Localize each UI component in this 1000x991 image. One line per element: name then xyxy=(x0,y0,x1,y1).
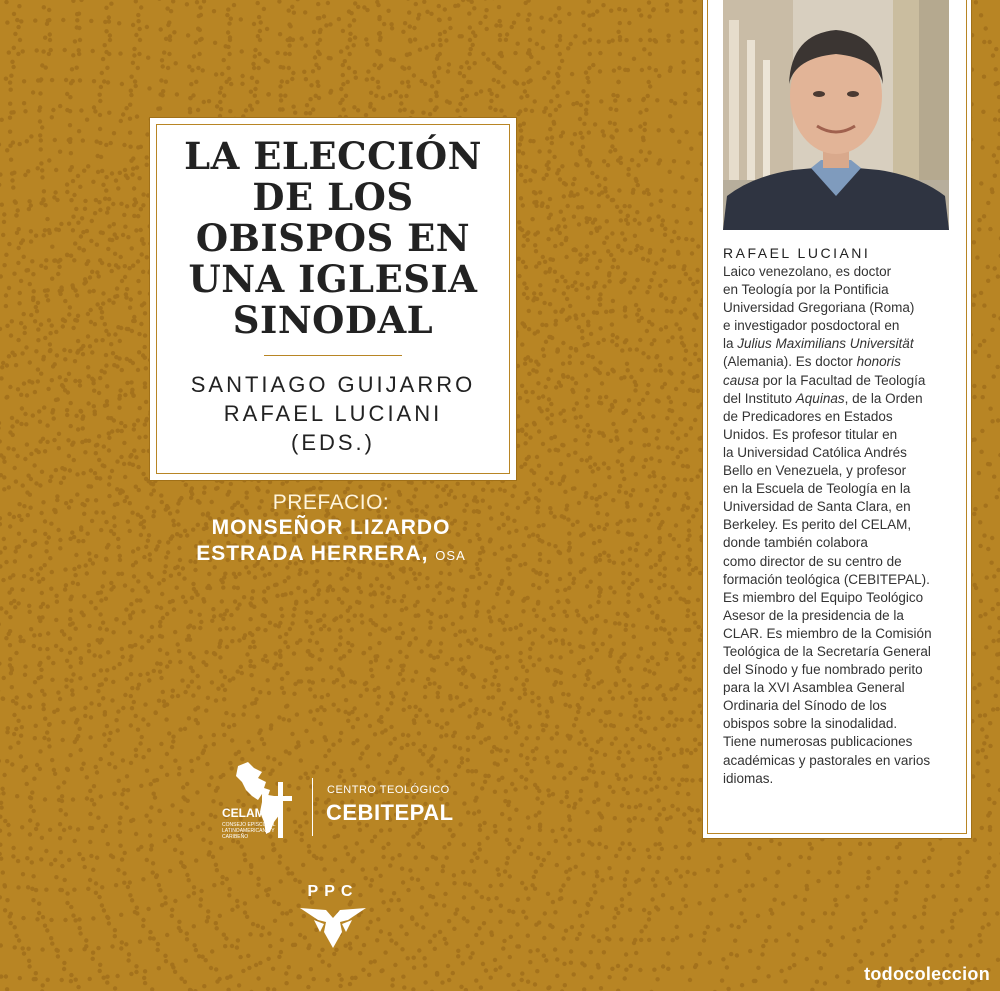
bio-line xyxy=(723,408,963,426)
bio-text: Universidad de Santa Clara, en xyxy=(723,499,911,515)
bio-text: la Universidad Católica Andrés xyxy=(723,444,907,460)
bio-line xyxy=(723,516,963,534)
bio-text: Laico venezolano, es doctor xyxy=(723,264,892,279)
bio-line xyxy=(723,299,963,317)
celam-subtitle: CONSEJO EPISCOPAL LATINOAMERICANO Y CARIBEÑO xyxy=(222,822,276,840)
bio-line xyxy=(723,571,963,589)
bio-line xyxy=(723,534,963,552)
bio-text: para la XVI Asamblea General xyxy=(723,680,905,696)
bio-text: (Alemania). Es doctor xyxy=(723,354,857,370)
preface xyxy=(150,490,512,569)
book-title-line: DE LOS xyxy=(252,175,414,219)
bio-text: de Predicadores en Estados xyxy=(723,408,893,424)
book-title-line: LA ELECCIÓN xyxy=(184,134,482,178)
bio-text: Es miembro del Equipo Teológico xyxy=(723,589,924,605)
bio-line xyxy=(723,752,963,770)
bio-line xyxy=(723,426,963,444)
bio-text: en Teología por la Pontificia xyxy=(723,282,889,298)
preface-author-name: ESTRADA HERRERA, xyxy=(196,542,429,565)
editor-line: SANTIAGO GUIJARRO xyxy=(190,372,476,397)
editor-line: (EDS.) xyxy=(291,430,375,455)
bio-line xyxy=(723,335,963,353)
bio-line xyxy=(723,697,963,715)
bio-text: Universidad Gregoriana (Roma) xyxy=(723,300,915,316)
bio-line xyxy=(723,625,963,643)
title-divider xyxy=(264,355,402,356)
bio-text: CLAR. Es miembro de la Comisión xyxy=(723,625,932,641)
bio-line xyxy=(723,715,963,733)
bio-italic-text: honoris xyxy=(856,354,901,370)
book-title-line: SINODAL xyxy=(232,298,434,342)
bio-line xyxy=(723,589,963,607)
bio-text: Tiene numerosas publicaciones xyxy=(723,734,913,750)
bio-text: formación teológica (CEBITEPAL). xyxy=(723,571,930,587)
bio-text: Ordinaria del Sínodo de los xyxy=(723,698,887,714)
bio-text: Unidos. Es profesor titular en xyxy=(723,426,898,442)
center-label: CENTRO TEOLÓGICO xyxy=(327,784,450,796)
bio-line xyxy=(723,353,963,371)
publisher-name: PPC xyxy=(307,883,359,900)
author-bio xyxy=(723,263,963,788)
editors xyxy=(152,370,514,457)
bio-text: la xyxy=(723,336,738,352)
bio-italic-text: Aquinas xyxy=(795,390,845,406)
editor-line: RAFAEL LUCIANI xyxy=(223,401,443,426)
bio-line xyxy=(723,733,963,751)
book-title xyxy=(152,136,514,341)
celam-name: CELAM xyxy=(222,806,265,820)
title-box xyxy=(150,118,516,480)
bio-italic-text: causa xyxy=(723,372,760,388)
logo-divider xyxy=(312,778,313,836)
bio-text: donde también colabora xyxy=(723,535,868,551)
bio-text: del Instituto xyxy=(723,390,796,406)
bio-text: Teológica de la Secretaría General xyxy=(723,643,931,659)
bio-line xyxy=(723,661,963,679)
bio-line xyxy=(723,480,963,498)
preface-author-line-2 xyxy=(150,541,512,569)
bio-text: e investigador posdoctoral en xyxy=(723,318,900,334)
bio-text: Bello en Venezuela, y profesor xyxy=(723,463,907,479)
bio-line xyxy=(723,770,963,788)
preface-author-suffix: OSA xyxy=(435,548,466,563)
author-portrait-photo xyxy=(723,0,949,230)
book-title-line: UNA IGLESIA xyxy=(188,257,478,301)
bio-line xyxy=(723,498,963,516)
bio-line xyxy=(723,317,963,335)
bio-line xyxy=(723,390,963,408)
bio-line xyxy=(723,643,963,661)
author-panel xyxy=(703,0,971,838)
bio-text: académicas y pastorales en varios xyxy=(723,752,931,768)
bio-text: obispos sobre la sinodalidad. xyxy=(723,716,898,732)
preface-author-line-1: MONSEÑOR LIZARDO xyxy=(211,516,451,539)
bio-text: Berkeley. Es perito del CELAM, xyxy=(723,517,912,533)
bio-line xyxy=(723,281,963,299)
center-name: CEBITEPAL xyxy=(326,800,454,825)
bio-italic-text: Julius Maximilians Universität xyxy=(737,336,914,352)
author-name: RAFAEL LUCIANI xyxy=(723,245,871,261)
bio-line xyxy=(723,372,963,390)
bio-line xyxy=(723,263,963,281)
bio-text: del Sínodo y fue nombrado perito xyxy=(723,662,923,678)
bio-line xyxy=(723,607,963,625)
book-title-line: OBISPOS EN xyxy=(195,216,471,260)
bio-text: idiomas. xyxy=(723,770,774,786)
bio-line xyxy=(723,553,963,571)
bio-line xyxy=(723,444,963,462)
bio-text: , de la Orden xyxy=(844,390,923,406)
bio-line xyxy=(723,679,963,697)
bio-text: por la Facultad de Teología xyxy=(759,372,926,388)
ppc-bird-logo-icon xyxy=(296,902,370,954)
bio-text: Asesor de la presidencia de la xyxy=(723,607,904,623)
preface-label: PREFACIO: xyxy=(272,491,390,514)
watermark: todocoleccion xyxy=(864,964,990,984)
bio-text: en la Escuela de Teología en la xyxy=(723,481,911,497)
bio-line xyxy=(723,462,963,480)
bio-text: como director de su centro de xyxy=(723,553,902,569)
